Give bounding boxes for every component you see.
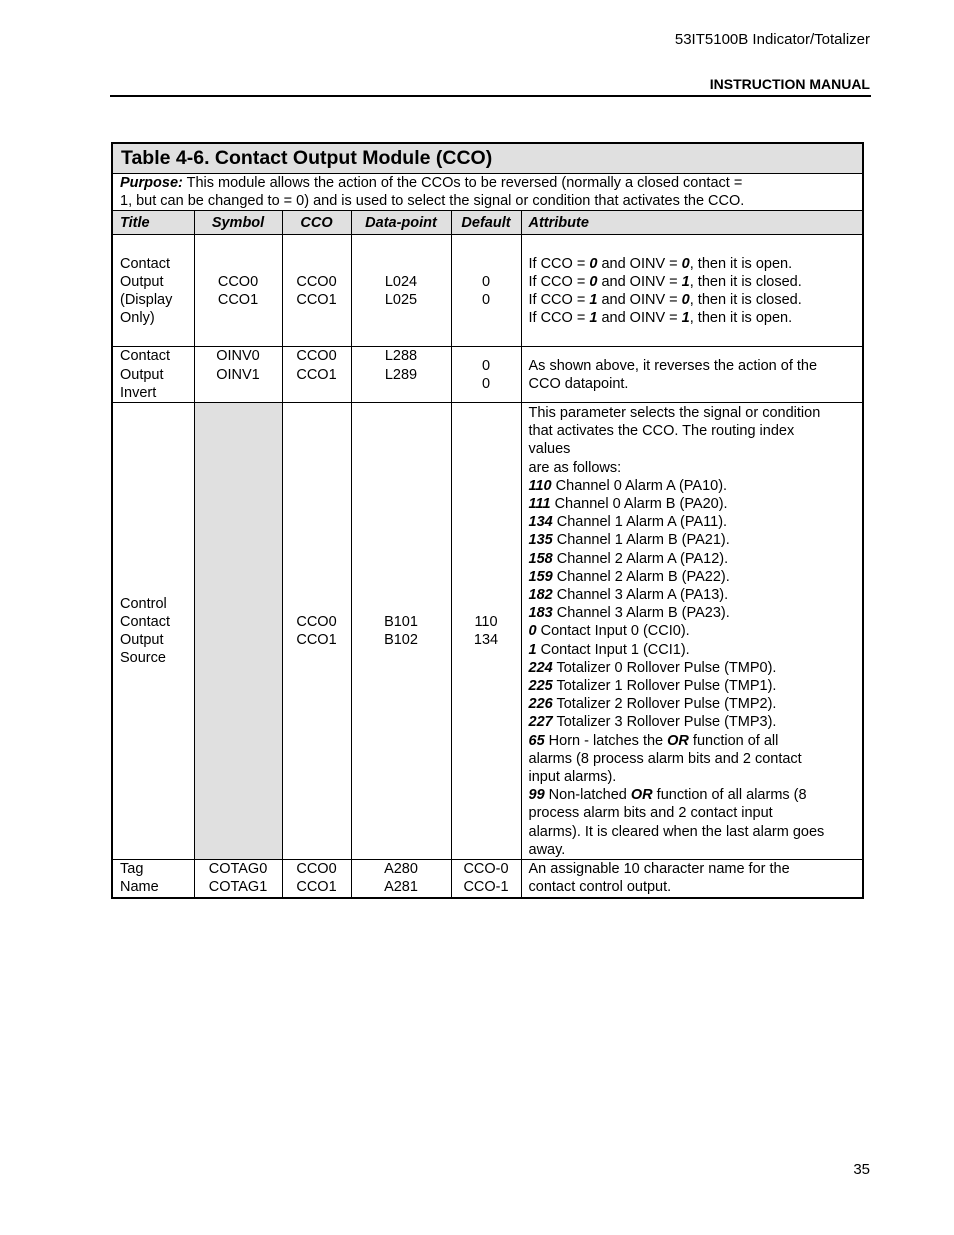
code-value: 224 bbox=[528, 659, 553, 676]
code-text: Totalizer 2 Rollover Pulse (TMP2). bbox=[552, 696, 777, 713]
code-text: Totalizer 1 Rollover Pulse (TMP1). bbox=[552, 678, 777, 695]
code-text: OR bbox=[630, 787, 653, 804]
cell-symbol bbox=[194, 347, 282, 403]
text-line: alarms (8 process alarm bits and 2 contact bbox=[528, 750, 802, 767]
text-line: OINV0 bbox=[216, 348, 260, 365]
text-span: , then it is closed. bbox=[689, 291, 802, 308]
document-manual-label: INSTRUCTION MANUAL bbox=[709, 76, 870, 92]
text-line: This parameter selects the signal or condition bbox=[528, 405, 821, 422]
text-line: CCO1 bbox=[296, 291, 337, 308]
attr-line bbox=[529, 309, 856, 327]
text-span: 1 bbox=[681, 273, 690, 290]
col-header-attribute: Attribute bbox=[521, 211, 863, 235]
cell-title bbox=[112, 347, 194, 403]
code-text: Channel 2 Alarm B (PA22). bbox=[552, 568, 730, 585]
code-value: 0 bbox=[528, 623, 537, 640]
text-line: that activates the CCO. The routing index bbox=[528, 423, 795, 440]
cell-cco bbox=[282, 860, 351, 898]
text-span: and OINV = bbox=[597, 255, 682, 272]
code-line bbox=[529, 641, 856, 659]
col-header-symbol: Symbol bbox=[194, 211, 282, 235]
text-line: As shown above, it reverses the action of the bbox=[528, 357, 818, 374]
text-line: Output bbox=[120, 632, 164, 649]
text-line: 0 bbox=[481, 291, 491, 308]
code-value: 111 bbox=[528, 496, 551, 513]
code-line bbox=[529, 513, 856, 531]
code-value: 182 bbox=[528, 587, 553, 604]
code-text: Channel 0 Alarm A (PA10). bbox=[551, 477, 728, 494]
text-span: 0 bbox=[681, 255, 690, 272]
cell-default bbox=[451, 403, 521, 860]
cell-default bbox=[451, 860, 521, 898]
code-line bbox=[529, 786, 856, 804]
text-line: Invert bbox=[120, 384, 157, 401]
cell-datapoint bbox=[351, 403, 451, 860]
text-line: Only) bbox=[120, 310, 155, 327]
purpose-label: Purpose: bbox=[120, 175, 183, 191]
text-line: CCO0 bbox=[296, 613, 337, 630]
cell-default bbox=[451, 235, 521, 347]
code-text: Horn - latches the bbox=[544, 732, 668, 749]
text-line: CCO datapoint. bbox=[528, 375, 629, 392]
text-line: L024 bbox=[384, 273, 418, 290]
text-span: 0 bbox=[589, 273, 598, 290]
text-line: Control bbox=[120, 595, 167, 612]
text-line: CCO1 bbox=[296, 879, 337, 896]
text-line: A281 bbox=[384, 879, 418, 896]
cell-cco bbox=[282, 235, 351, 347]
cell-attribute bbox=[521, 347, 863, 403]
header-rule bbox=[110, 95, 871, 97]
code-text: Totalizer 0 Rollover Pulse (TMP0). bbox=[552, 659, 777, 676]
cell-datapoint bbox=[351, 347, 451, 403]
text-line: 0 bbox=[481, 273, 491, 290]
text-line: Output bbox=[120, 273, 164, 290]
text-line: L025 bbox=[384, 291, 418, 308]
text-line: B102 bbox=[384, 632, 418, 649]
code-value: 225 bbox=[528, 678, 553, 695]
code-text: Channel 1 Alarm A (PA11). bbox=[552, 514, 728, 531]
text-line: Contact bbox=[120, 348, 170, 365]
code-line bbox=[529, 568, 856, 586]
cell-symbol bbox=[194, 860, 282, 898]
text-line: CCO1 bbox=[296, 366, 337, 383]
text-line: input alarms). bbox=[528, 769, 617, 786]
text-line: Name bbox=[120, 879, 159, 896]
cell-datapoint bbox=[351, 860, 451, 898]
code-value: 183 bbox=[528, 605, 553, 622]
code-text: Contact Input 0 (CCI0). bbox=[536, 623, 690, 640]
text-line: CCO1 bbox=[217, 291, 259, 308]
text-span: If CCO = bbox=[528, 291, 590, 308]
code-value: 158 bbox=[528, 550, 553, 567]
table-header-row bbox=[112, 211, 863, 235]
text-line: contact control output. bbox=[528, 879, 672, 896]
code-text: function of all bbox=[688, 732, 779, 749]
code-value: 227 bbox=[528, 714, 553, 731]
text-span: If CCO = bbox=[528, 273, 590, 290]
text-span: If CCO = bbox=[528, 310, 590, 327]
text-line: values bbox=[528, 441, 571, 458]
text-line: OINV1 bbox=[216, 366, 260, 383]
cell-symbol-empty bbox=[194, 403, 282, 860]
col-header-cco: CCO bbox=[282, 211, 351, 235]
attr-line bbox=[529, 273, 856, 291]
cell-symbol bbox=[194, 235, 282, 347]
text-line: CCO0 bbox=[296, 861, 337, 878]
cell-attribute bbox=[521, 235, 863, 347]
cell-title bbox=[112, 860, 194, 898]
col-header-default: Default bbox=[451, 211, 521, 235]
code-text: OR bbox=[667, 732, 689, 749]
document-product-title: 53IT5100B Indicator/Totalizer bbox=[674, 31, 870, 48]
text-span: , then it is closed. bbox=[689, 273, 802, 290]
text-span: If CCO = bbox=[528, 255, 590, 272]
table-row bbox=[112, 347, 863, 403]
text-line: Output bbox=[120, 366, 164, 383]
code-text: Channel 2 Alarm A (PA12). bbox=[552, 550, 729, 567]
code-text: Channel 3 Alarm A (PA13). bbox=[552, 587, 729, 604]
code-text: Channel 0 Alarm B (PA20). bbox=[550, 496, 728, 513]
text-line: A280 bbox=[384, 861, 418, 878]
table-row bbox=[112, 860, 863, 898]
code-text: function of all alarms (8 bbox=[652, 787, 807, 804]
text-span: 1 bbox=[589, 310, 598, 327]
code-value: 110 bbox=[528, 477, 552, 494]
text-line: (Display bbox=[120, 291, 173, 308]
code-line bbox=[529, 659, 856, 677]
text-span: and OINV = bbox=[597, 273, 682, 290]
text-line: CCO0 bbox=[217, 273, 259, 290]
text-line: alarms). It is cleared when the last alarm goes bbox=[528, 823, 825, 840]
text-line: 110 bbox=[474, 613, 498, 630]
table-purpose bbox=[112, 174, 863, 211]
purpose-text-2: 1, but can be changed to = 0) and is used to select the signal or condition that activates the CCO. bbox=[120, 193, 745, 210]
code-line bbox=[529, 550, 856, 568]
text-line: L288 bbox=[384, 348, 418, 365]
code-line bbox=[529, 732, 856, 750]
text-span: 1 bbox=[589, 291, 598, 308]
attr-line bbox=[529, 291, 856, 309]
cell-attribute bbox=[521, 860, 863, 898]
text-line: COTAG0 bbox=[208, 861, 268, 878]
cell-cco bbox=[282, 347, 351, 403]
code-value: 226 bbox=[528, 696, 553, 713]
table-row bbox=[112, 235, 863, 347]
cell-attribute bbox=[521, 403, 863, 860]
code-line bbox=[529, 531, 856, 549]
cell-datapoint bbox=[351, 235, 451, 347]
code-value: 134 bbox=[528, 514, 553, 531]
code-text: Non-latched bbox=[544, 787, 631, 804]
text-line: CCO-0 bbox=[463, 861, 509, 878]
code-line bbox=[529, 604, 856, 622]
text-line: L289 bbox=[384, 366, 418, 383]
text-line: CCO-1 bbox=[463, 879, 509, 896]
code-value: 135 bbox=[528, 532, 553, 549]
text-span: and OINV = bbox=[597, 291, 682, 308]
text-line: Contact bbox=[120, 255, 170, 272]
table-row bbox=[112, 403, 863, 860]
page-number: 35 bbox=[853, 1161, 870, 1178]
code-text: Channel 3 Alarm B (PA23). bbox=[552, 605, 730, 622]
cell-title bbox=[112, 235, 194, 347]
text-line: process alarm bits and 2 contact input bbox=[528, 805, 773, 822]
attr-line bbox=[529, 255, 856, 273]
code-line bbox=[529, 677, 856, 695]
col-header-title: Title bbox=[112, 211, 194, 235]
cco-table bbox=[111, 142, 864, 899]
text-line: away. bbox=[528, 841, 566, 858]
code-value: 1 bbox=[528, 641, 537, 658]
cell-title bbox=[112, 403, 194, 860]
text-line: An assignable 10 character name for the bbox=[528, 861, 790, 878]
col-header-datapoint: Data-point bbox=[351, 211, 451, 235]
text-line: Contact bbox=[120, 613, 170, 630]
code-value: 99 bbox=[528, 787, 545, 804]
code-line bbox=[529, 586, 856, 604]
code-text: Totalizer 3 Rollover Pulse (TMP3). bbox=[552, 714, 777, 731]
text-span: 0 bbox=[681, 291, 690, 308]
text-span: 1 bbox=[681, 310, 690, 327]
text-line: CCO1 bbox=[296, 632, 337, 649]
text-line: Tag bbox=[120, 861, 144, 878]
cell-cco bbox=[282, 403, 351, 860]
code-text: Contact Input 1 (CCI1). bbox=[536, 641, 690, 658]
purpose-text-1: This module allows the action of the CCOs to be reversed (normally a closed contact = bbox=[182, 175, 743, 191]
text-span: 0 bbox=[589, 255, 598, 272]
code-value: 65 bbox=[528, 732, 545, 749]
code-line bbox=[529, 713, 856, 731]
text-line: CCO0 bbox=[296, 273, 337, 290]
text-line: are as follows: bbox=[528, 459, 622, 476]
code-line bbox=[529, 695, 856, 713]
text-span: , then it is open. bbox=[689, 255, 793, 272]
text-line: COTAG1 bbox=[208, 879, 268, 896]
text-line: 0 bbox=[481, 357, 491, 374]
code-text: Channel 1 Alarm B (PA21). bbox=[552, 532, 730, 549]
code-line bbox=[529, 495, 856, 513]
code-line bbox=[529, 622, 856, 640]
code-value: 159 bbox=[528, 568, 553, 585]
cell-default bbox=[451, 347, 521, 403]
table-title: Table 4-6. Contact Output Module (CCO) bbox=[112, 143, 863, 174]
text-line: 0 bbox=[481, 375, 491, 392]
text-span: and OINV = bbox=[597, 310, 682, 327]
text-line: Source bbox=[120, 650, 166, 667]
text-line: 134 bbox=[473, 632, 499, 649]
text-line: CCO0 bbox=[296, 348, 337, 365]
text-span: , then it is open. bbox=[689, 310, 793, 327]
code-line bbox=[529, 477, 856, 495]
text-line: B101 bbox=[384, 613, 418, 630]
